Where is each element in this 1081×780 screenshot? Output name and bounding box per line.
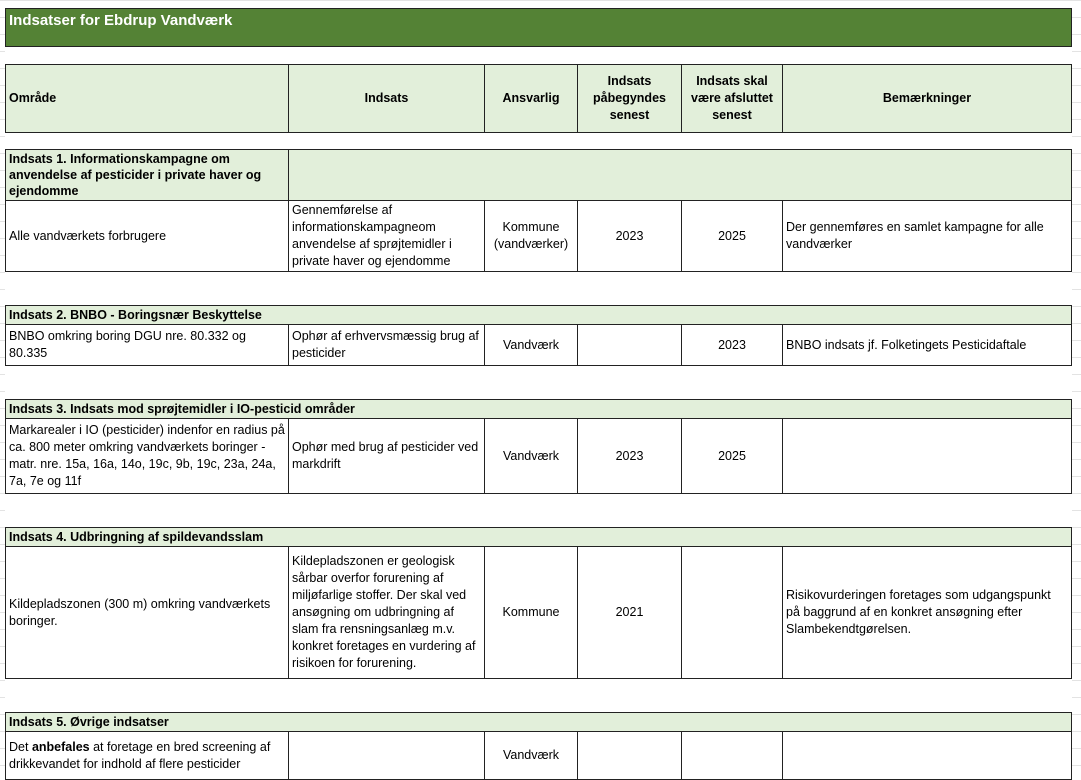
cell-start[interactable]: 2023	[578, 419, 682, 494]
cell-responsible[interactable]: Vandværk	[485, 325, 578, 366]
header-end[interactable]: Indsats skal være afsluttet senest	[682, 65, 783, 133]
header-ansvarlig[interactable]: Ansvarlig	[485, 65, 578, 133]
cell-remarks[interactable]	[783, 732, 1072, 780]
indsatser-sheet	[5, 8, 1072, 780]
cell-area[interactable]: Markarealer i IO (pesticider) indenfor en radius på ca. 800 meter omkring vandværkets boringer - matr. nre. 15a, 16a, 14o, 19c, 9b, 19c, 23a, 24a, 7a, 7e og 11f	[6, 419, 289, 494]
cell-action[interactable]: Ophør med brug af pesticider ved markdrift	[289, 419, 485, 494]
header-omraade[interactable]: Område	[6, 65, 289, 133]
header-start[interactable]: Indsats påbegyndes senest	[578, 65, 682, 133]
cell-start[interactable]: 2023	[578, 201, 682, 272]
cell-remarks[interactable]: Der gennemføres en samlet kampagne for alle vandværker	[783, 201, 1072, 272]
cell-remarks[interactable]: Risikovurderingen foretages som udgangspunkt på baggrund af en konkret ansøgning efter Slambekendtgørelsen.	[783, 547, 1072, 679]
table-row	[6, 201, 1072, 272]
cell-area[interactable]: Det anbefales at foretage en bred screening af drikkevandet for indhold af flere pesticider	[6, 732, 289, 780]
table-row	[6, 419, 1072, 494]
cell-start[interactable]	[578, 732, 682, 780]
section-title[interactable]: Indsats 3. Indsats mod sprøjtemidler i IO-pesticid områder	[6, 400, 1072, 419]
cell-responsible[interactable]: Kommune	[485, 547, 578, 679]
table-row	[6, 732, 1072, 780]
cell-end[interactable]	[682, 732, 783, 780]
cell-remarks[interactable]	[783, 419, 1072, 494]
cell-start[interactable]	[578, 325, 682, 366]
sheet-title[interactable]: Indsatser for Ebdrup Vandværk	[6, 9, 1072, 47]
cell-start[interactable]: 2021	[578, 547, 682, 679]
section-title[interactable]: Indsats 5. Øvrige indsatser	[6, 713, 1072, 732]
header-remarks[interactable]: Bemærkninger	[783, 65, 1072, 133]
table-row	[6, 547, 1072, 679]
cell-end[interactable]	[682, 547, 783, 679]
cell-area[interactable]: Kildepladszonen (300 m) omkring vandværkets boringer.	[6, 547, 289, 679]
cell-action[interactable]	[289, 732, 485, 780]
table-row	[6, 325, 1072, 366]
cell-responsible[interactable]: Kommune (vandværker)	[485, 201, 578, 272]
cell-responsible[interactable]: Vandværk	[485, 419, 578, 494]
header-row	[6, 65, 1072, 133]
cell-end[interactable]: 2023	[682, 325, 783, 366]
header-indsats[interactable]: Indsats	[289, 65, 485, 133]
cell-area[interactable]: BNBO omkring boring DGU nre. 80.332 og 80.335	[6, 325, 289, 366]
cell-remarks[interactable]: BNBO indsats jf. Folketingets Pesticidaftale	[783, 325, 1072, 366]
cell-action[interactable]: Gennemførelse af informationskampagneom anvendelse af sprøjtemidler i private haver og ejendomme	[289, 201, 485, 272]
section-title[interactable]: Indsats 4. Udbringning af spildevandsslam	[6, 528, 1072, 547]
cell-responsible[interactable]: Vandværk	[485, 732, 578, 780]
section-title[interactable]: Indsats 2. BNBO - Boringsnær Beskyttelse	[6, 306, 1072, 325]
cell-action[interactable]: Ophør af erhvervsmæssig brug af pesticider	[289, 325, 485, 366]
cell-action[interactable]: Kildepladszonen er geologisk sårbar overfor forurening af miljøfarlige stoffer. Der skal ved ansøgning om udbringning af slam fra rensningsanlæg m.v. konkret foretages en vurdering af risikoen for forurening.	[289, 547, 485, 679]
cell-area[interactable]: Alle vandværkets forbrugere	[6, 201, 289, 272]
cell-end[interactable]: 2025	[682, 201, 783, 272]
section-title[interactable]: Indsats 1. Informationskampagne om anvendelse af pesticider i private haver og ejendomme	[6, 150, 289, 201]
cell-end[interactable]: 2025	[682, 419, 783, 494]
